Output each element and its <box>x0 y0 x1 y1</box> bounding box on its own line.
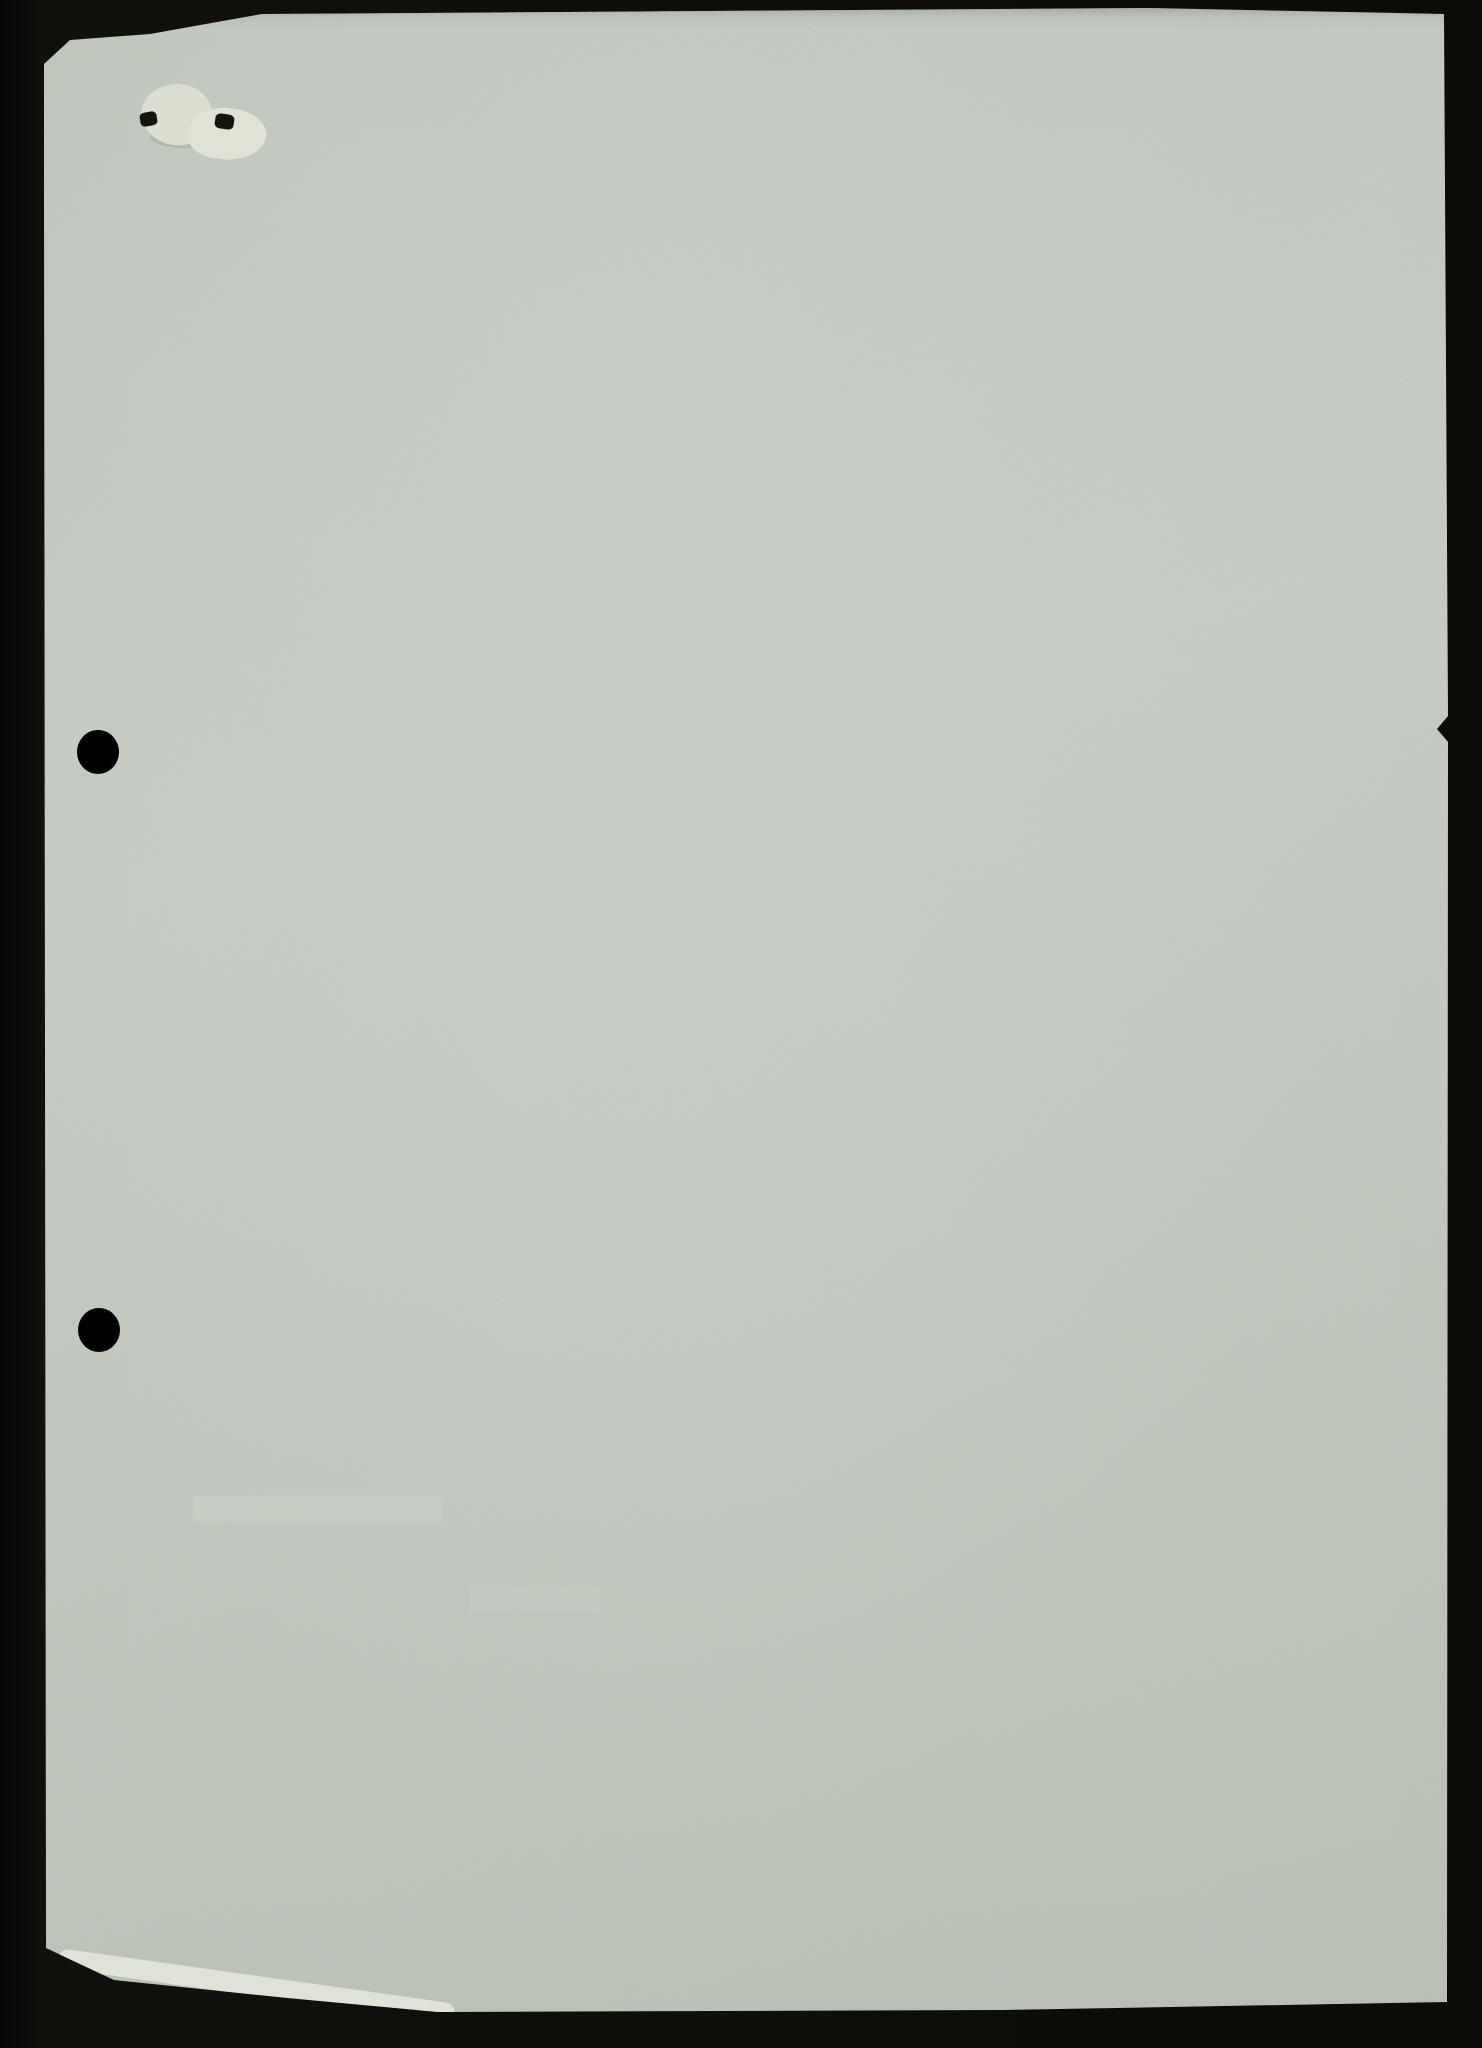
erasure-smudge <box>470 1585 600 1612</box>
punch-hole <box>77 730 119 774</box>
erasure-smudge <box>192 1495 442 1522</box>
punch-hole <box>78 1308 120 1352</box>
torn-edge-fibre <box>57 1948 456 2023</box>
tape-mark <box>214 113 235 130</box>
